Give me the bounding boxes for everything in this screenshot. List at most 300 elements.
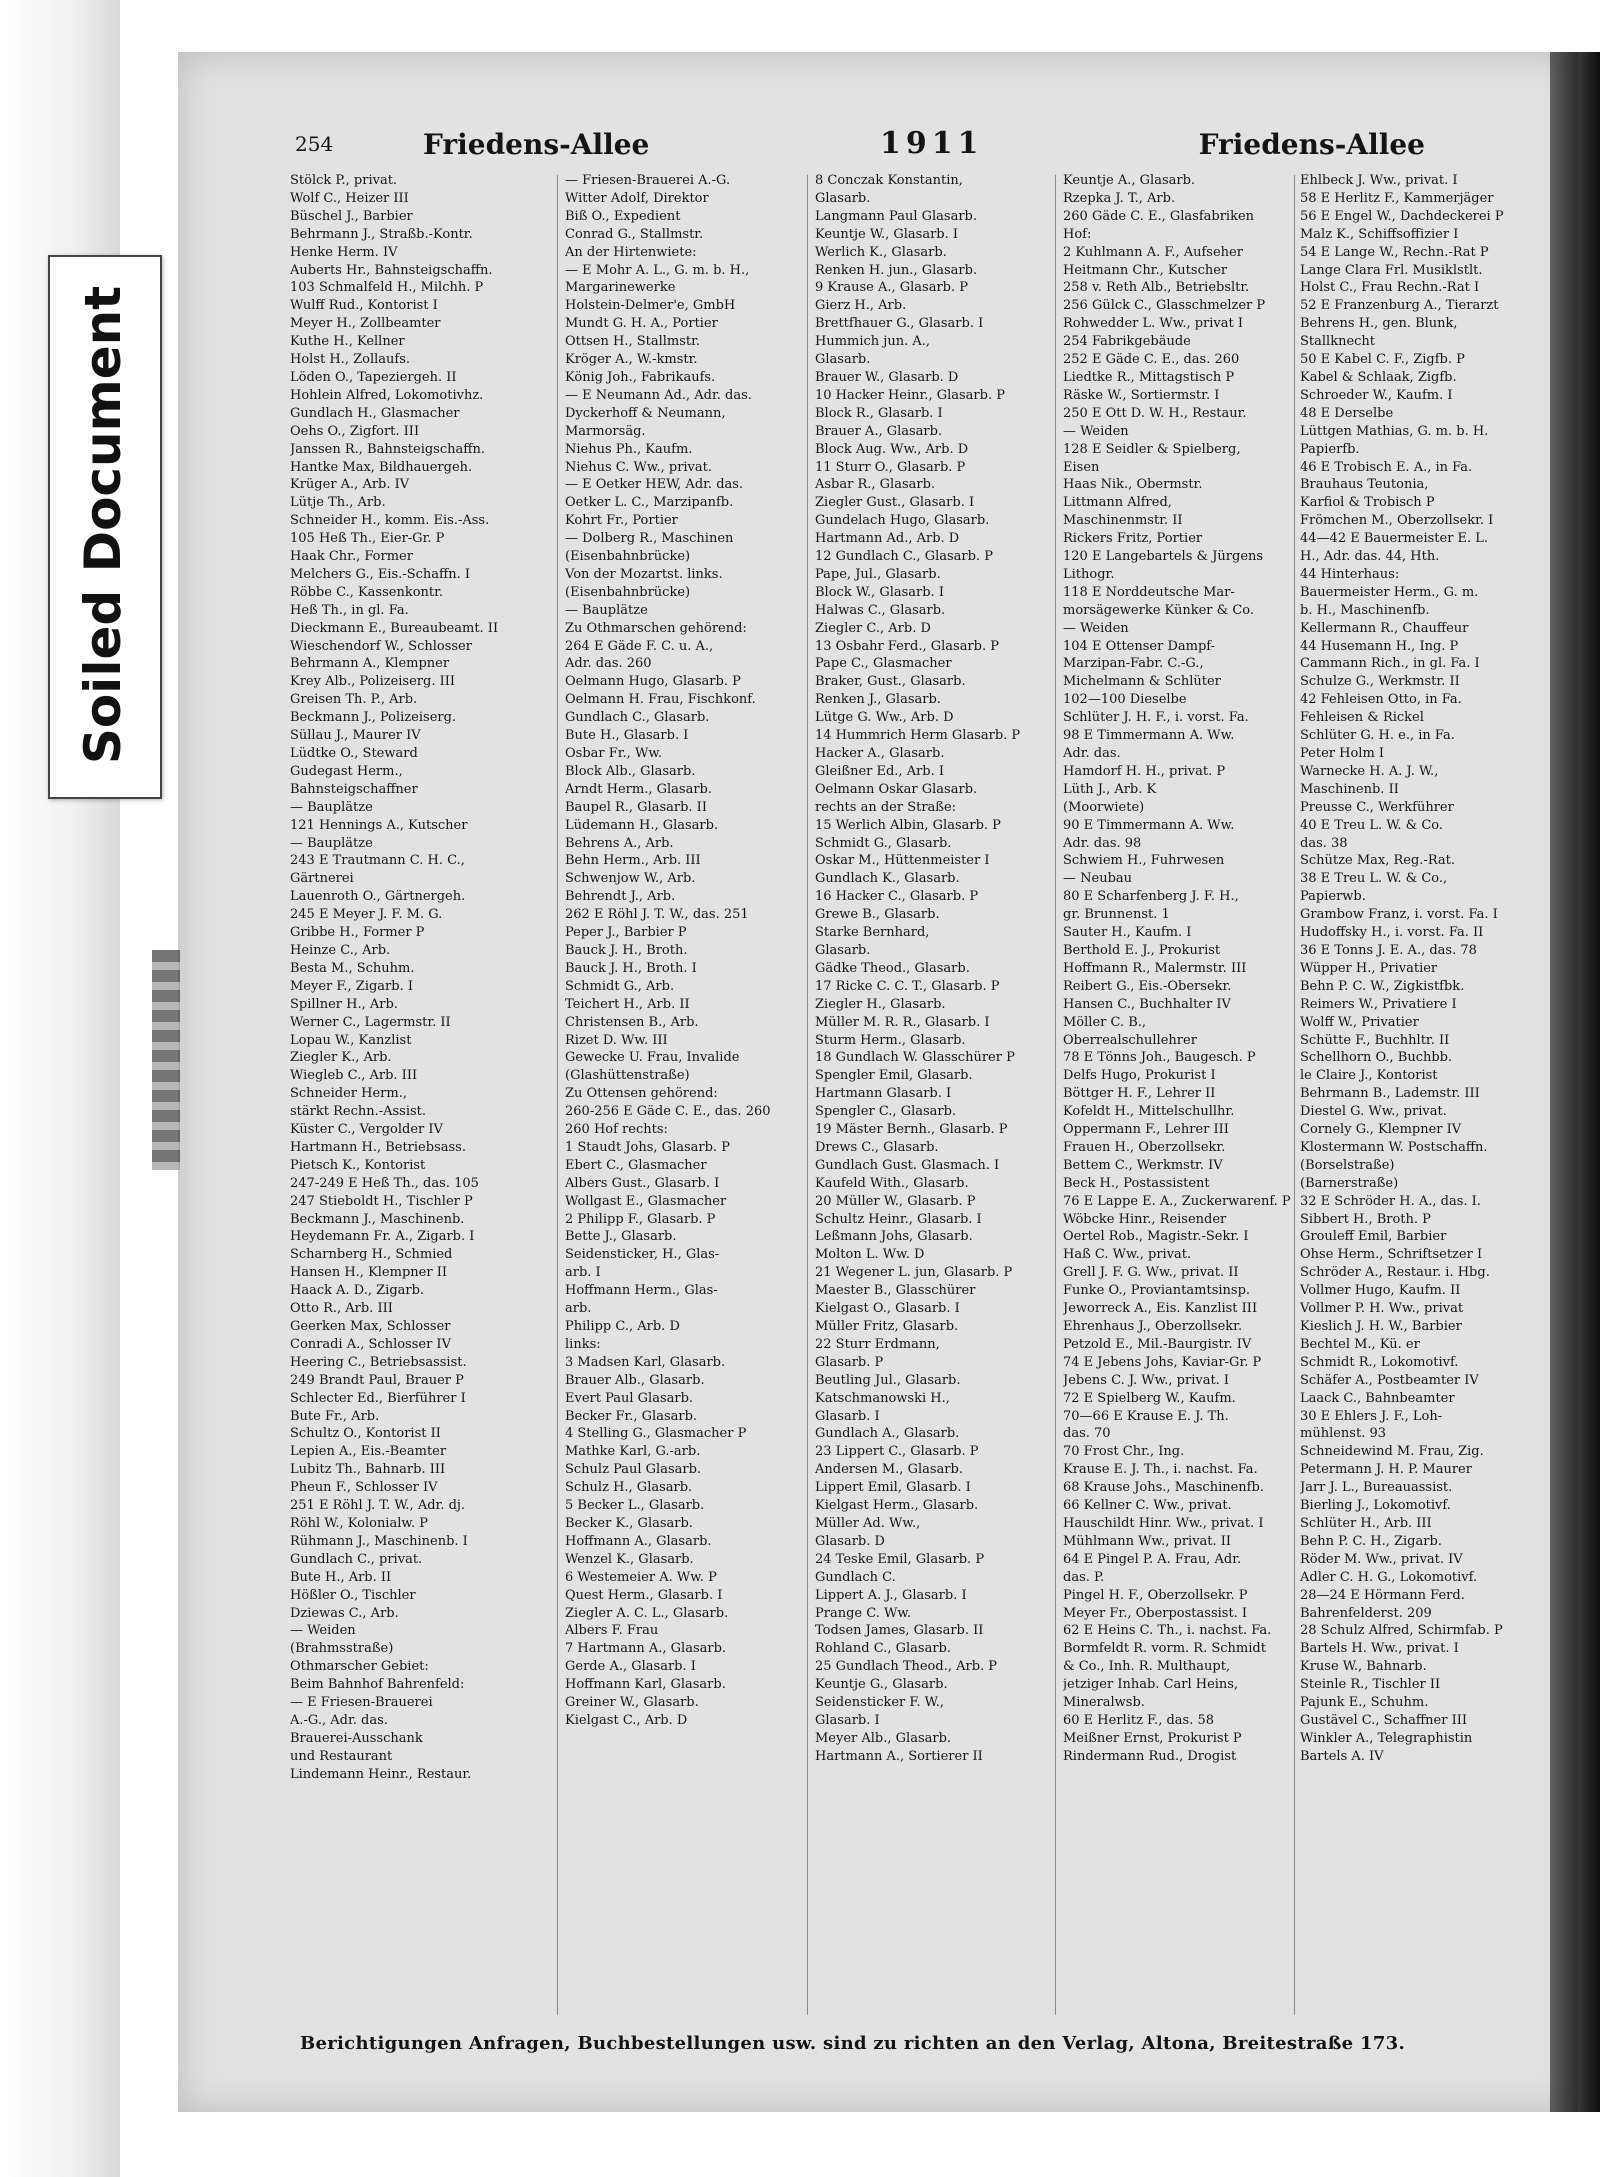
directory-entry: 260-256 E Gäde C. E., das. 260 — [565, 1104, 771, 1120]
directory-entry: Witter Adolf, Direktor — [565, 190, 709, 206]
directory-entry: Rohwedder L. Ww., privat I — [1063, 316, 1244, 332]
directory-entry: Pheun F., Schlosser IV — [290, 1480, 438, 1496]
directory-entry: Glasarb. I — [815, 1712, 880, 1728]
directory-entry: Frauen H., Oberzollsekr. — [1063, 1139, 1226, 1155]
directory-entry: Schneider Herm., — [290, 1086, 407, 1102]
directory-entry: 10 Hacker Heinr., Glasarb. P — [815, 387, 1005, 403]
directory-entry: Osbar Fr., Ww. — [565, 746, 663, 761]
directory-entry: Kellermann R., Chauffeur — [1300, 620, 1469, 636]
directory-entry: An der Hirtenwiete: — [565, 244, 697, 260]
directory-entry: Lauenroth O., Gärtnergeh. — [290, 889, 466, 905]
directory-entry: Gierz H., Arb. — [815, 298, 907, 314]
directory-entry: Haß C. Ww., privat. — [1063, 1247, 1192, 1263]
directory-entry: Fehleisen & Rickel — [1300, 710, 1424, 726]
directory-entry: Reibert G., Eis.-Obersekr. — [1063, 978, 1232, 994]
directory-entry: Starke Bernhard, — [815, 925, 930, 941]
directory-entry: Cammann Rich., in gl. Fa. I — [1300, 656, 1480, 672]
directory-entry: Lütje Th., Arb. — [290, 495, 386, 511]
directory-entry: Kieslich J. H. W., Barbier — [1300, 1319, 1462, 1334]
directory-entry: Quest Herm., Glasarb. I — [565, 1587, 723, 1603]
directory-entry: 30 E Ehlers J. F., Loh- — [1300, 1408, 1443, 1424]
directory-entry: arb. I — [565, 1265, 601, 1281]
directory-entry: Krause E. J. Th., i. nachst. Fa. — [1063, 1462, 1258, 1478]
directory-entry: Lippert Emil, Glasarb. I — [815, 1480, 971, 1496]
directory-entry: Conradi A., Schlosser IV — [290, 1336, 451, 1352]
directory-entry: Röhl W., Kolonialw. P — [290, 1515, 428, 1531]
directory-entry: Kielgast C., Arb. D — [565, 1712, 688, 1728]
directory-entry: Meißner Ernst, Prokurist P — [1063, 1730, 1242, 1746]
directory-entry: Bartels A. IV — [1300, 1748, 1384, 1764]
directory-entry: 70 Frost Chr., Ing. — [1063, 1444, 1185, 1460]
directory-entry: 72 E Spielberg W., Kaufm. — [1063, 1390, 1236, 1406]
directory-entry: Renken H. jun., Glasarb. — [815, 262, 978, 278]
directory-column-3 — [815, 172, 1077, 2022]
directory-entry: Frömchen M., Oberzollsekr. I — [1300, 513, 1494, 529]
directory-entry: 256 Gülck C., Glasschmelzer P — [1063, 298, 1266, 314]
directory-entry: Sturm Herm., Glasarb. — [815, 1032, 966, 1048]
directory-entry: Glasarb. I — [815, 1408, 880, 1424]
directory-entry: Ohse Herm., Schriftsetzer I — [1300, 1247, 1483, 1263]
page-header — [295, 122, 1425, 166]
directory-entry: Bahnsteigschaffner — [290, 781, 418, 797]
directory-entry: Brauhaus Teutonia, — [1300, 477, 1429, 493]
directory-entry: 64 E Pingel P. A. Frau, Adr. — [1063, 1551, 1242, 1567]
directory-entry: Jebens C. J. Ww., privat. I — [1063, 1372, 1230, 1388]
directory-entry: 44 Hinterhaus: — [1300, 566, 1400, 582]
directory-entry: Eisen — [1063, 459, 1100, 475]
directory-entry: Werlich K., Glasarb. — [815, 244, 947, 260]
directory-entry: Heering C., Betriebsassist. — [290, 1354, 467, 1370]
directory-entry: Vollmer P. H. Ww., privat — [1300, 1301, 1464, 1317]
directory-entry: — Weiden — [1063, 620, 1129, 636]
directory-entry: Warnecke H. A. J. W., — [1300, 763, 1439, 779]
directory-entry: Brauerei-Ausschank — [290, 1730, 423, 1746]
directory-entry: Beck H., Postassistent — [1063, 1175, 1210, 1191]
directory-entry: Behn Herm., Arb. III — [565, 853, 701, 869]
directory-entry: Ottsen H., Stallmstr. — [565, 334, 701, 350]
directory-entry: Schlüter H., Arb. III — [1300, 1515, 1432, 1531]
directory-entry: Bette J., Glasarb. — [565, 1229, 677, 1245]
directory-entry: 90 E Timmermann A. Ww. — [1063, 817, 1235, 833]
directory-column-2 — [565, 172, 827, 2022]
directory-entry: Niehus C. Ww., privat. — [565, 459, 713, 475]
directory-entry: Haack A. D., Zigarb. — [290, 1283, 425, 1299]
directory-entry: Müller Ad. Ww., — [815, 1515, 921, 1531]
directory-entry: Böttger H. F., Lehrer II — [1063, 1086, 1216, 1102]
directory-entry: 98 E Timmermann A. Ww. — [1063, 728, 1235, 744]
directory-entry: Löden O., Tapeziergeh. II — [290, 369, 457, 385]
directory-entry: Stölck P., privat. — [290, 173, 398, 188]
directory-entry: 50 E Kabel C. F., Zigfb. P — [1300, 352, 1465, 368]
directory-entry: Kabel & Schlaak, Zigfb. — [1300, 369, 1457, 385]
directory-entry: Spengler Emil, Glasarb. — [815, 1068, 973, 1084]
directory-entry: A.-G., Adr. das. — [290, 1712, 388, 1728]
directory-entry: 2 Kuhlmann A. F., Aufseher — [1063, 244, 1243, 260]
directory-entry: 247-249 E Heß Th., das. 105 — [290, 1175, 479, 1191]
directory-entry: Bettem C., Werkmstr. IV — [1063, 1157, 1223, 1173]
directory-entry: 262 E Röhl J. T. W., das. 251 — [565, 907, 749, 923]
directory-entry: Langmann Paul Glasarb. — [815, 208, 977, 224]
directory-entry: Sauter H., Kaufm. I — [1063, 925, 1192, 941]
directory-entry: Werner C., Lagermstr. II — [290, 1014, 451, 1030]
directory-entry: Heinze C., Arb. — [290, 942, 391, 958]
directory-entry: Greiner W., Glasarb. — [565, 1695, 699, 1711]
directory-entry: Müller Fritz, Glasarb. — [815, 1319, 959, 1334]
directory-entry: 128 E Seidler & Spielberg, — [1063, 441, 1241, 457]
directory-entry: Lange Clara Frl. Musiklstlt. — [1300, 262, 1483, 278]
directory-entry: 5 Becker L., Glasarb. — [565, 1498, 705, 1514]
directory-entry: — Bauplätze — [565, 602, 648, 618]
directory-entry: 250 E Ott D. W. H., Restaur. — [1063, 405, 1247, 421]
directory-entry: Littmann Alfred, — [1063, 495, 1172, 511]
directory-entry: 21 Wegener L. jun, Glasarb. P — [815, 1265, 1013, 1281]
directory-entry: 260 Hof rechts: — [565, 1122, 668, 1138]
directory-entry: 245 E Meyer J. F. M. G. — [290, 907, 443, 923]
directory-entry: Ehrenhaus J., Oberzollsekr. — [1063, 1319, 1243, 1334]
directory-entry: Vollmer Hugo, Kaufm. II — [1300, 1283, 1461, 1299]
directory-entry: Schlüter J. H. F., i. vorst. Fa. — [1063, 710, 1249, 726]
directory-entry: (Eisenbahnbrücke) — [565, 584, 691, 600]
directory-entry: 4 Stelling G., Glasmacher P — [565, 1426, 747, 1442]
directory-entry: Lüdemann H., Glasarb. — [565, 817, 719, 833]
directory-entry: Kielgast O., Glasarb. I — [815, 1301, 960, 1317]
directory-entry: Lindemann Heinr., Restaur. — [290, 1766, 472, 1782]
directory-entry: Krey Alb., Polizeiserg. III — [290, 674, 455, 690]
directory-entry: Meyer Fr., Oberpostassist. I — [1063, 1605, 1248, 1621]
directory-entry: Behrmann J., Straßb.-Kontr. — [290, 226, 473, 242]
directory-entry: Niehus Ph., Kaufm. — [565, 441, 693, 457]
directory-entry: Glasarb. — [815, 190, 871, 206]
directory-entry: Ziegler H., Glasarb. — [815, 996, 946, 1012]
directory-entry: Rohland C., Glasarb. — [815, 1641, 951, 1657]
directory-entry: 28—24 E Hörmann Ferd. — [1300, 1587, 1465, 1603]
directory-entry: Wiegleb C., Arb. III — [290, 1068, 418, 1084]
directory-entry: Haak Chr., Former — [290, 549, 413, 565]
directory-entry: Bauck J. H., Broth. — [565, 942, 688, 958]
directory-entry: Kruse W., Bahnarb. — [1300, 1659, 1427, 1675]
directory-entry: Hansen C., Buchhalter IV — [1063, 996, 1231, 1012]
directory-entry: Süllau J., Maurer IV — [290, 728, 421, 744]
directory-entry: Wüpper H., Privatier — [1300, 960, 1438, 976]
directory-entry: Liedtke R., Mittagstisch P — [1063, 369, 1235, 385]
directory-entry: Oelmann Oskar Glasarb. — [815, 781, 978, 797]
directory-entry: Gundlach K., Glasarb. — [815, 871, 960, 887]
directory-entry: Pingel H. F., Oberzollsekr. P — [1063, 1587, 1248, 1603]
directory-entry: 247 Stieboldt H., Tischler P — [290, 1193, 473, 1209]
publisher-footer: Berichtigungen Anfragen, Buchbestellungen usw. sind zu richten an den Verlag, Altona, Breitestraße 173. — [300, 2033, 1406, 2054]
directory-entry: Hantke Max, Bildhauergeh. — [290, 459, 473, 475]
directory-entry: Bechtel M., Kü. er — [1300, 1336, 1420, 1352]
directory-entry: Brettfhauer G., Glasarb. I — [815, 316, 984, 332]
directory-entry: — E Friesen-Brauerei — [290, 1695, 433, 1711]
directory-entry: Bormfeldt R. vorm. R. Schmidt — [1063, 1641, 1266, 1657]
directory-entry: Bute Fr., Arb. — [290, 1408, 380, 1424]
directory-entry: Preusse C., Werkführer — [1300, 799, 1454, 815]
directory-entry: 6 Westemeier A. Ww. P — [565, 1569, 717, 1585]
directory-entry: Glasarb. — [815, 942, 871, 958]
directory-entry: links: — [565, 1336, 601, 1352]
directory-entry: Rickers Fritz, Portier — [1063, 531, 1203, 547]
directory-entry: — Bauplätze — [290, 799, 373, 815]
directory-entry: Bierling J., Lokomotivf. — [1300, 1498, 1451, 1514]
directory-entry: 12 Gundlach C., Glasarb. P — [815, 549, 993, 565]
directory-entry: Maester B., Glasschürer — [815, 1283, 976, 1299]
directory-entry: (Moorwiete) — [1063, 799, 1145, 815]
directory-entry: Hartmann Ad., Arb. D — [815, 531, 960, 547]
directory-entry: Prange C. Ww. — [815, 1605, 912, 1621]
directory-entry: Adler C. H. G., Lokomotivf. — [1300, 1569, 1478, 1585]
directory-entry: Ziegler A. C. L., Glasarb. — [565, 1605, 729, 1621]
directory-entry: Mathke Karl, G.-arb. — [565, 1444, 701, 1460]
directory-entry: König Joh., Fabrikaufs. — [565, 369, 716, 385]
directory-entry: 56 E Engel W., Dachdeckerei P — [1300, 208, 1504, 224]
directory-entry: Seidensticker F. W., — [815, 1695, 945, 1711]
directory-entry: Glasarb. P — [815, 1354, 884, 1370]
directory-entry: Schlecter Ed., Bierführer I — [290, 1390, 466, 1406]
directory-entry: Hoffmann Karl, Glasarb. — [565, 1677, 726, 1693]
directory-entry: 52 E Franzenburg A., Tierarzt — [1300, 298, 1499, 314]
street-title-left: Friedens-Allee — [423, 128, 650, 161]
directory-entry: 14 Hummrich Herm Glasarb. P — [815, 728, 1021, 744]
directory-entry: Möller C. B., — [1063, 1014, 1147, 1030]
directory-entry: Braker, Gust., Glasarb. — [815, 674, 966, 690]
directory-entry: Block R., Glasarb. I — [815, 405, 943, 421]
directory-entry: & Co., Inh. R. Multhaupt, — [1063, 1659, 1231, 1675]
directory-entry: Hacker A., Glasarb. — [815, 746, 945, 761]
directory-entry: Jeworreck A., Eis. Kanzlist III — [1063, 1301, 1258, 1317]
directory-entry: Katschmanowski H., — [815, 1390, 950, 1406]
directory-entry: Malz K., Schiffsoffizier I — [1300, 226, 1459, 242]
directory-entry: Beckmann J., Polizeiserg. — [290, 710, 457, 726]
directory-entry: Renken J., Glasarb. — [815, 692, 941, 708]
directory-entry: Gundlach C., privat. — [290, 1551, 423, 1567]
directory-entry: 62 E Heins C. Th., i. nachst. Fa. — [1063, 1623, 1272, 1639]
directory-entry: Diestel G. Ww., privat. — [1300, 1104, 1447, 1120]
directory-entry: Marzipan-Fabr. C.-G., — [1063, 656, 1204, 672]
directory-entry: 254 Fabrikgebäude — [1063, 334, 1191, 350]
directory-entry: b. H., Maschinenfb. — [1300, 602, 1430, 618]
directory-entry: Pape, Jul., Glasarb. — [815, 566, 941, 582]
directory-entry: Meyer F., Zigarb. I — [290, 978, 413, 994]
directory-entry: Gudegast Herm., — [290, 763, 403, 779]
directory-entry: Peter Holm I — [1300, 746, 1385, 761]
directory-entry: 23 Lippert C., Glasarb. P — [815, 1444, 979, 1460]
directory-entry: Halwas C., Glasarb. — [815, 602, 946, 618]
directory-entry: Baupel R., Glasarb. II — [565, 799, 707, 815]
directory-entry: 3 Madsen Karl, Glasarb. — [565, 1354, 726, 1370]
directory-entry: Rizet D. Ww. III — [565, 1032, 668, 1048]
directory-entry: Gewecke U. Frau, Invalide — [565, 1050, 740, 1066]
directory-entry: 58 E Herlitz F., Kammerjäger — [1300, 190, 1494, 206]
directory-entry: Grambow Franz, i. vorst. Fa. I — [1300, 907, 1498, 923]
directory-entry: Oertel Rob., Magistr.-Sekr. I — [1063, 1229, 1249, 1245]
directory-entry: 68 Krause Johs., Maschinenfb. — [1063, 1480, 1264, 1496]
directory-entry: Andersen M., Glasarb. — [815, 1462, 963, 1478]
directory-entry: Gundelach Hugo, Glasarb. — [815, 513, 990, 529]
directory-entry: 44—42 E Bauermeister E. L. — [1300, 531, 1489, 547]
directory-entry: Seidensticker, H., Glas- — [565, 1247, 720, 1263]
directory-entry: 48 E Derselbe — [1300, 405, 1394, 421]
directory-entry: 18 Gundlach W. Glasschürer P — [815, 1050, 1015, 1066]
directory-entry: — E Mohr A. L., G. m. b. H., — [565, 262, 750, 278]
directory-entry: Margarinewerke — [565, 280, 676, 296]
directory-entry: 74 E Jebens Johs, Kaviar-Gr. P — [1063, 1354, 1262, 1370]
directory-entry: Sibbert H., Broth. P — [1300, 1211, 1431, 1227]
directory-entry: Gerde A., Glasarb. I — [565, 1659, 696, 1675]
directory-entry: Müller M. R. R., Glasarb. I — [815, 1014, 990, 1030]
directory-entry: — Dolberg R., Maschinen — [565, 531, 734, 547]
directory-entry: 8 Conczak Konstantin, — [815, 173, 963, 188]
directory-entry: Bahrenfelderst. 209 — [1300, 1605, 1432, 1621]
directory-entry: Cornely G., Klempner IV — [1300, 1122, 1462, 1138]
directory-entry: Küster C., Vergolder IV — [290, 1122, 443, 1138]
directory-entry: Bauermeister Herm., G. m. — [1300, 584, 1479, 600]
directory-entry: H., Adr. das. 44, Hth. — [1300, 549, 1440, 565]
directory-entry: Conrad G., Stallmstr. — [565, 226, 704, 242]
directory-entry: 249 Brandt Paul, Brauer P — [290, 1372, 464, 1388]
directory-entry: Brauer Alb., Glasarb. — [565, 1372, 705, 1388]
directory-entry: Brauer A., Glasarb. — [815, 423, 943, 439]
directory-entry: Mundt G. H. A., Portier — [565, 316, 718, 332]
directory-entry: 60 E Herlitz F., das. 58 — [1063, 1712, 1215, 1728]
directory-entry: Ziegler K., Arb. — [290, 1050, 392, 1066]
directory-entry: jetziger Inhab. Carl Heins, — [1063, 1677, 1239, 1693]
directory-entry: Dieckmann E., Bureaubeamt. II — [290, 620, 499, 636]
directory-entry: Teichert H., Arb. II — [565, 996, 690, 1012]
directory-entry: Gundlach C., Glasarb. — [565, 710, 710, 726]
directory-entry: Molton L. Ww. D — [815, 1247, 925, 1263]
directory-entry: Pajunk E., Schuhm. — [1300, 1695, 1429, 1711]
directory-entry: Bartels H. Ww., privat. I — [1300, 1641, 1459, 1657]
directory-entry: 24 Teske Emil, Glasarb. P — [815, 1551, 985, 1567]
directory-entry: Meyer Alb., Glasarb. — [815, 1730, 952, 1746]
directory-entry: Schmidt G., Glasarb. — [815, 835, 952, 851]
directory-entry: Petzold E., Mil.-Baurgistr. IV — [1063, 1336, 1252, 1352]
column-divider — [557, 175, 558, 2015]
directory-entry: Gundlach Gust. Glasmach. I — [815, 1157, 1000, 1173]
directory-entry: Grewe B., Glasarb. — [815, 907, 940, 923]
directory-entry: Beutling Jul., Glasarb. — [815, 1372, 961, 1388]
directory-entry: Lüdtke O., Steward — [290, 746, 418, 761]
directory-entry: gr. Brunnenst. 1 — [1063, 907, 1170, 923]
directory-entry: 260 Gäde C. E., Glasfabriken — [1063, 208, 1255, 224]
directory-entry: Besta M., Schuhm. — [290, 960, 415, 976]
directory-entry: Lubitz Th., Bahnarb. III — [290, 1462, 446, 1478]
directory-entry: 15 Werlich Albin, Glasarb. P — [815, 817, 1001, 833]
directory-entry: (Borselstraße) — [1300, 1157, 1395, 1173]
directory-entry: Wöbcke Hinr., Reisender — [1063, 1211, 1227, 1227]
directory-entry: Bauck J. H., Broth. I — [565, 960, 697, 976]
directory-entry: (Eisenbahnbrücke) — [565, 549, 691, 565]
directory-entry: Büschel J., Barbier — [290, 208, 413, 224]
directory-entry: 251 E Röhl J. T. W., Adr. dj. — [290, 1498, 466, 1514]
directory-entry: Jarr J. L., Bureauassist. — [1300, 1480, 1453, 1496]
directory-entry: Mühlmann Ww., privat. II — [1063, 1533, 1232, 1549]
directory-entry: Pape C., Glasmacher — [815, 656, 952, 672]
directory-entry: Behrens H., gen. Blunk, — [1300, 316, 1458, 332]
directory-entry: — Weiden — [1063, 423, 1129, 439]
directory-entry: Bute H., Arb. II — [290, 1569, 392, 1585]
directory-entry: Von der Mozartst. links. — [565, 566, 723, 582]
directory-entry: — E Oetker HEW, Adr. das. — [565, 477, 744, 493]
directory-entry: Wolf C., Heizer III — [290, 190, 409, 206]
directory-entry: 121 Hennings A., Kutscher — [290, 817, 468, 833]
directory-entry: 102—100 Dieselbe — [1063, 692, 1187, 708]
directory-entry: Lithogr. — [1063, 566, 1115, 582]
directory-entry: Beckmann J., Maschinenb. — [290, 1211, 465, 1227]
directory-entry: Pietsch K., Kontorist — [290, 1157, 426, 1173]
directory-entry: Gundlach H., Glasmacher — [290, 405, 460, 421]
directory-entry: rechts an der Straße: — [815, 799, 957, 815]
directory-entry: 11 Sturr O., Glasarb. P — [815, 459, 966, 475]
directory-entry: Schütte F., Buchhltr. II — [1300, 1032, 1450, 1048]
directory-entry: Kuthe H., Kellner — [290, 334, 405, 350]
directory-entry: Hummich jun. A., — [815, 334, 931, 350]
directory-entry: Marmorsäg. — [565, 423, 646, 439]
directory-entry: — Neubau — [1063, 871, 1133, 887]
directory-entry: (Brahmsstraße) — [290, 1641, 394, 1657]
directory-entry: 105 Heß Th., Eier-Gr. P — [290, 531, 445, 547]
directory-entry: Reimers W., Privatiere I — [1300, 996, 1457, 1012]
directory-entry: Lütge G. Ww., Arb. D — [815, 710, 954, 726]
directory-entry: Glasarb. D — [815, 1533, 885, 1549]
directory-entry: Wollgast E., Glasmacher — [565, 1193, 727, 1209]
directory-entry: Holst H., Zollaufs. — [290, 352, 410, 368]
directory-entry: Asbar R., Glasarb. — [815, 477, 936, 493]
directory-entry: 22 Sturr Erdmann, — [815, 1336, 940, 1352]
directory-entry: 19 Mäster Bernh., Glasarb. P — [815, 1122, 1008, 1138]
directory-entry: Heydemann Fr. A., Zigarb. I — [290, 1229, 475, 1245]
directory-entry: Meyer H., Zollbeamter — [290, 316, 441, 332]
directory-entry: Schröder A., Restaur. i. Hbg. — [1300, 1265, 1490, 1281]
directory-column-4 — [1063, 172, 1325, 2022]
directory-entry: Beim Bahnhof Bahrenfeld: — [290, 1677, 465, 1693]
directory-entry: Kaufeld With., Glasarb. — [815, 1175, 969, 1191]
directory-entry: Behn P. C. W., Zigkistfbk. — [1300, 978, 1465, 994]
directory-entry: Wenzel K., Glasarb. — [565, 1551, 694, 1567]
directory-entry: Gleißner Ed., Arb. I — [815, 763, 945, 779]
directory-entry: 2 Philipp F., Glasarb. P — [565, 1211, 716, 1227]
directory-entry: Schlüter G. H. e., in Fa. — [1300, 728, 1455, 744]
directory-entry: Stallknecht — [1300, 334, 1376, 350]
directory-entry: 54 E Lange W., Rechn.-Rat P — [1300, 244, 1489, 260]
directory-entry: 252 E Gäde C. E., das. 260 — [1063, 352, 1240, 368]
directory-entry: Winkler A., Telegraphistin — [1300, 1730, 1473, 1746]
directory-entry: 25 Gundlach Theod., Arb. P — [815, 1659, 998, 1675]
directory-entry: Hudoffsky H., i. vorst. Fa. II — [1300, 925, 1484, 941]
directory-entry: arb. — [565, 1301, 592, 1317]
directory-entry: Schwiem H., Fuhrwesen — [1063, 853, 1225, 869]
directory-entry: das. P. — [1063, 1569, 1105, 1585]
directory-entry: Funke O., Proviantamtsinsp. — [1063, 1283, 1251, 1299]
directory-entry: Kohrt Fr., Portier — [565, 513, 678, 529]
directory-entry: — Weiden — [290, 1623, 356, 1639]
directory-entry: Hamdorf H. H., privat. P — [1063, 763, 1226, 779]
directory-entry: 1 Staudt Johs, Glasarb. P — [565, 1139, 730, 1155]
directory-entry: Gustävel C., Schaffner III — [1300, 1712, 1467, 1728]
directory-entry: Michelmann & Schlüter — [1063, 674, 1221, 690]
directory-entry: Gundlach C. — [815, 1569, 896, 1585]
directory-entry: Hauschildt Hinr. Ww., privat. I — [1063, 1515, 1264, 1531]
directory-entry: Todsen James, Glasarb. II — [815, 1623, 984, 1639]
page-number: 254 — [295, 132, 334, 156]
directory-entry: Arndt Herm., Glasarb. — [565, 781, 713, 797]
directory-entry: Schneidewind M. Frau, Zig. — [1300, 1444, 1484, 1460]
directory-entry: Glasarb. — [815, 352, 871, 368]
directory-entry: Janssen R., Bahnsteigschaffn. — [290, 441, 485, 457]
directory-entry: 13 Osbahr Ferd., Glasarb. P — [815, 638, 999, 654]
directory-entry: Philipp C., Arb. D — [565, 1319, 680, 1334]
